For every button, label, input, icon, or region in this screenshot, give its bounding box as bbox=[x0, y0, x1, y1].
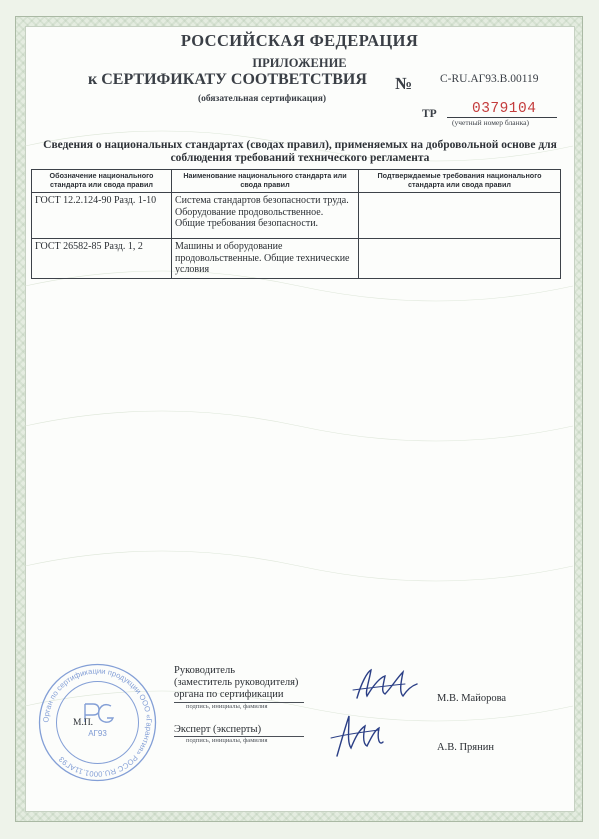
head-signature-caption: подпись, инициалы, фамилия bbox=[186, 703, 268, 710]
standard-requirements bbox=[359, 239, 561, 279]
country-heading: РОССИЙСКАЯ ФЕДЕРАЦИЯ bbox=[180, 31, 419, 50]
standard-name: Система стандартов безопасности труда. Оборудование продовольственное. Общие требования безопасности. bbox=[172, 193, 359, 239]
column-header-designation: Обозначение национального стандарта или свода правил bbox=[32, 170, 172, 193]
head-role-line1: Руководитель bbox=[174, 665, 235, 676]
standard-name: Машины и оборудование продовольственные. Общие технические условия bbox=[172, 239, 359, 279]
number-sign: № bbox=[395, 74, 413, 93]
standard-designation: ГОСТ 12.2.124-90 Разд. 1-10 bbox=[32, 193, 172, 239]
head-role-line3: органа по сертификации bbox=[174, 689, 284, 700]
form-serial-number: 0379104 bbox=[472, 101, 537, 117]
head-role-line2: (заместитель руководителя) bbox=[174, 677, 299, 688]
head-signature-image bbox=[345, 660, 425, 710]
section-title: Сведения о национальных стандартах (сводах правил), применяемых на добровольной основе для соблюдения требований технического регламента bbox=[43, 139, 557, 164]
column-header-name: Наименование национального стандарта или свода правил bbox=[172, 170, 359, 193]
certificate-number: С-RU.АГ93.В.00119 bbox=[440, 73, 539, 85]
table-header-row bbox=[32, 170, 561, 193]
expert-signature-image bbox=[327, 708, 397, 763]
form-number-caption: (учетный номер бланка) bbox=[452, 118, 529, 127]
stamp-code: АГ93 bbox=[88, 729, 107, 738]
certification-body-stamp bbox=[35, 660, 160, 785]
column-header-requirements: Подтверждаемые требования национального стандарта или свода правил bbox=[359, 170, 561, 193]
head-name: М.В. Майорова bbox=[437, 693, 507, 704]
table-row bbox=[32, 239, 561, 279]
table-row bbox=[32, 193, 561, 239]
stamp-ring-text: Орган по сертификации продукции ООО «Гарантия» РОСС RU.0001.11АГ93 bbox=[41, 666, 154, 779]
seal-label: М.П. bbox=[73, 718, 94, 728]
certification-type: (обязательная сертификация) bbox=[197, 94, 327, 104]
appendix-heading: ПРИЛОЖЕНИЕ bbox=[252, 56, 347, 70]
expert-name: А.В. Прянин bbox=[437, 742, 494, 753]
expert-role: Эксперт (эксперты) bbox=[174, 724, 262, 735]
form-series-label: ТР bbox=[422, 108, 437, 120]
svg-text:Орган по сертификации продукци bbox=[41, 666, 153, 778]
certificate-title: к СЕРТИФИКАТУ СООТВЕТСТВИЯ bbox=[88, 71, 367, 88]
standard-requirements bbox=[359, 193, 561, 239]
expert-signature-caption: подпись, инициалы, фамилия bbox=[186, 737, 268, 744]
standard-designation: ГОСТ 26582-85 Разд. 1, 2 bbox=[32, 239, 172, 279]
standards-table bbox=[31, 169, 561, 279]
